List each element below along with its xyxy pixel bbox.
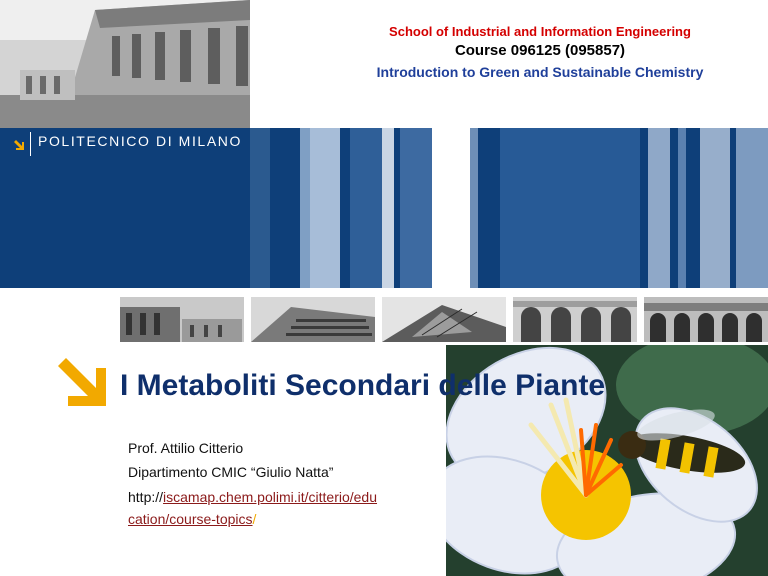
campus-photo-1: [120, 297, 244, 342]
author-department: Dipartimento CMIC “Giulio Natta”: [128, 464, 334, 480]
campus-photo-5: [644, 297, 768, 342]
campus-photo-2: [251, 297, 375, 342]
presentation-title: I Metaboliti Secondari delle Piante: [120, 369, 606, 402]
course-link[interactable]: iscamap.chem.polimi.it/citterio/edu: [163, 489, 378, 505]
brand-band: [0, 128, 768, 288]
course-title: Introduction to Green and Sustainable Chemistry: [376, 64, 704, 80]
author-name: Prof. Attilio Citterio: [128, 440, 244, 456]
course-code: Course 096125 (095857): [454, 42, 626, 59]
school-name: School of Industrial and Information Engineering: [389, 24, 691, 39]
university-logo: POLITECNICO DI MILANO: [38, 133, 242, 149]
campus-photo-3: [382, 297, 506, 342]
course-link-continued[interactable]: cation/course-topics: [128, 511, 253, 527]
building-photo: [0, 0, 250, 128]
course-url-line2[interactable]: cation/course-topics/: [128, 511, 257, 527]
logo-divider: [30, 132, 31, 156]
arrow-down-right-icon: [14, 140, 26, 152]
campus-photo-4: [513, 297, 637, 342]
course-url-line1[interactable]: http://iscamap.chem.polimi.it/citterio/edu: [128, 489, 378, 505]
arrow-down-right-icon: [58, 358, 108, 408]
